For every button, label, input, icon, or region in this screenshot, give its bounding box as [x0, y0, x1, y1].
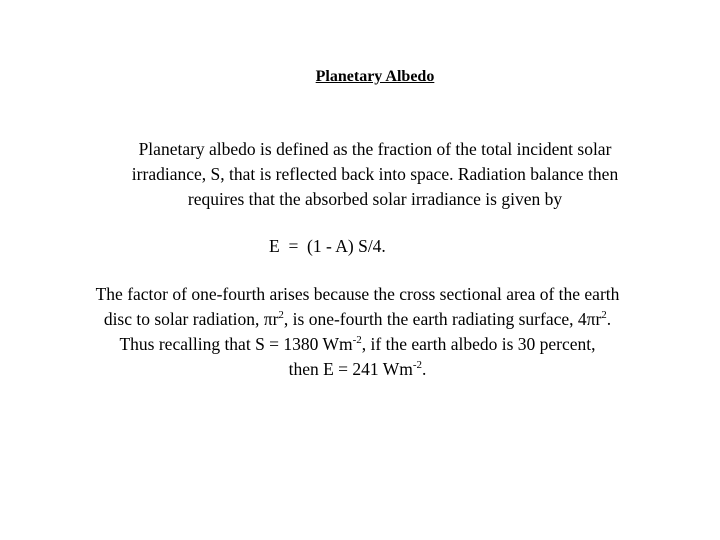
pi-symbol: π [263, 309, 273, 329]
page-title: Planetary Albedo [315, 68, 435, 85]
text-fragment: , if the earth albedo is 30 percent, [361, 334, 596, 354]
superscript: -2 [412, 359, 423, 372]
superscript: 2 [278, 309, 284, 322]
explanation-line-4 [40, 357, 675, 382]
explanation-line-2 [40, 307, 675, 332]
text-fragment: disc to solar radiation, [103, 309, 264, 329]
text-fragment: then E = 241 Wm [288, 359, 413, 379]
definition-line-3: requires that the absorbed solar irradiance is given by [187, 189, 563, 209]
text-fragment: . [422, 359, 427, 379]
definition-line-1: Planetary albedo is defined as the fraction of the total incident solar [138, 139, 612, 159]
text-fragment: r [272, 309, 279, 329]
explanation-paragraph [40, 282, 675, 382]
explanation-line-3 [40, 332, 675, 357]
text-fragment: r [595, 309, 602, 329]
text-fragment: , is one-fourth the earth radiating surface, 4 [283, 309, 587, 329]
absorbed-irradiance-equation: E = (1 - A) S/4. [269, 236, 386, 256]
explanation-line-1: The factor of one-fourth arises because the cross sectional area of the earth [95, 284, 620, 304]
text-fragment: . [606, 309, 612, 329]
pi-symbol: π [586, 309, 596, 329]
text-fragment: Thus recalling that S = 1380 Wm [119, 334, 353, 354]
superscript: -2 [352, 334, 362, 347]
definition-paragraph [60, 137, 690, 212]
superscript: 2 [601, 309, 607, 322]
definition-line-2: irradiance, S, that is reflected back into space. Radiation balance then [131, 164, 619, 184]
